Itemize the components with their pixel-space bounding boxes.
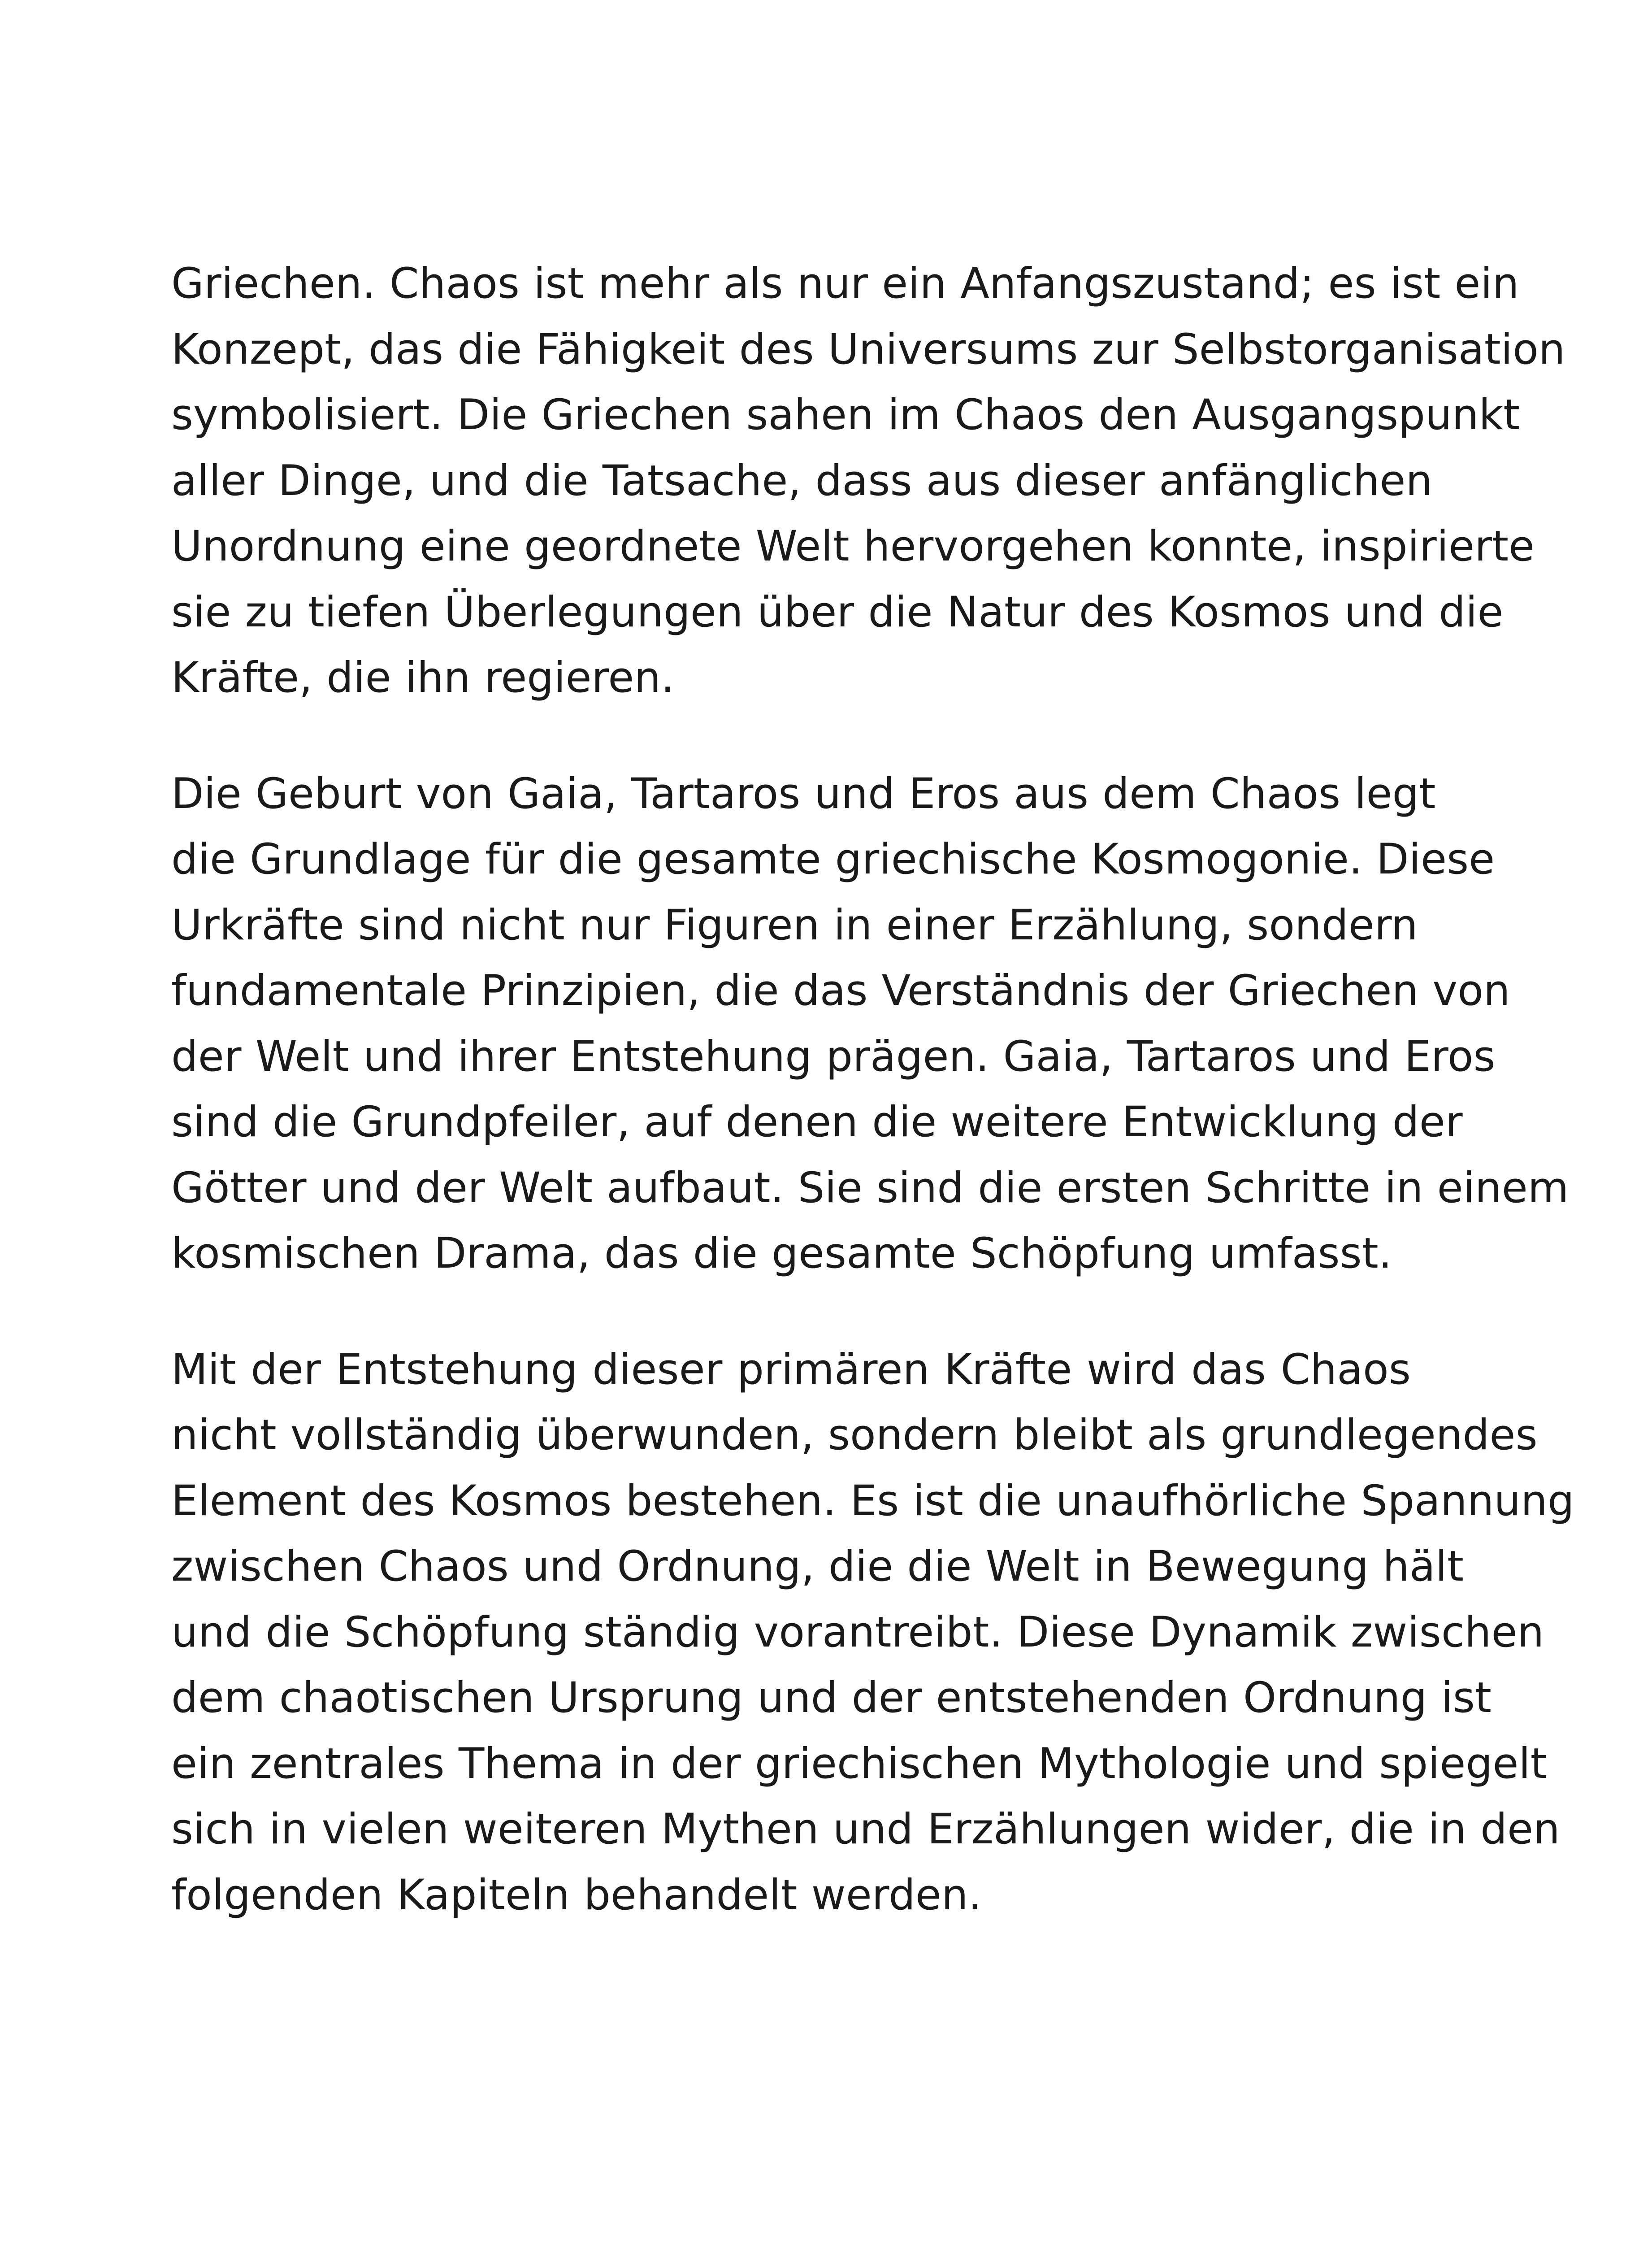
- text-line: dem chaotischen Ursprung und der entstehenden Ordnung ist: [171, 1673, 1492, 1722]
- paragraph-3: [171, 1337, 1574, 1929]
- body-text: [171, 251, 1574, 1928]
- text-line: Die Geburt von Gaia, Tartaros und Eros aus dem Chaos legt: [171, 769, 1436, 818]
- text-line: sind die Grundpfeiler, auf denen die weitere Entwicklung der: [171, 1098, 1463, 1147]
- text-line: Element des Kosmos bestehen. Es ist die unaufhörliche Spannung: [171, 1476, 1574, 1525]
- text-line: sie zu tiefen Überlegungen über die Natur des Kosmos und die: [171, 587, 1504, 637]
- text-line: ein zentrales Thema in der griechischen Mythologie und spiegelt: [171, 1739, 1547, 1788]
- text-line: die Grundlage für die gesamte griechische Kosmogonie. Diese: [171, 835, 1495, 884]
- text-line: Kräfte, die ihn regieren.: [171, 653, 675, 702]
- text-line: kosmischen Drama, das die gesamte Schöpfung umfasst.: [171, 1229, 1392, 1278]
- text-line: zwischen Chaos und Ordnung, die die Welt in Bewegung hält: [171, 1542, 1464, 1591]
- text-line: Urkräfte sind nicht nur Figuren in einer Erzählung, sondern: [171, 900, 1418, 950]
- paragraph-2: [171, 761, 1569, 1287]
- text-line: fundamentale Prinzipien, die das Verständnis der Griechen von: [171, 966, 1510, 1015]
- text-line: der Welt und ihrer Entstehung prägen. Gaia, Tartaros und Eros: [171, 1032, 1496, 1081]
- text-line: sich in vielen weiteren Mythen und Erzählungen wider, die in den: [171, 1805, 1560, 1854]
- text-line: und die Schöpfung ständig vorantreibt. Diese Dynamik zwischen: [171, 1608, 1544, 1657]
- paragraph-1: [171, 251, 1565, 711]
- text-line: Griechen. Chaos ist mehr als nur ein Anfangszustand; es ist ein: [171, 259, 1519, 308]
- text-line: symbolisiert. Die Griechen sahen im Chaos den Ausgangspunkt: [171, 391, 1520, 439]
- text-line: aller Dinge, und die Tatsache, dass aus dieser anfänglichen: [171, 456, 1433, 505]
- text-line: folgenden Kapiteln behandelt werden.: [171, 1870, 982, 1920]
- text-line: Mit der Entstehung dieser primären Kräfte wird das Chaos: [171, 1345, 1411, 1394]
- text-line: Götter und der Welt aufbaut. Sie sind die ersten Schritte in einem: [171, 1163, 1569, 1212]
- text-line: Konzept, das die Fähigkeit des Universums zur Selbstorganisation: [171, 325, 1565, 374]
- text-line: Unordnung eine geordnete Welt hervorgehen konnte, inspirierte: [171, 522, 1535, 571]
- text-line: nicht vollständig überwunden, sondern bleibt als grundlegendes: [171, 1411, 1538, 1460]
